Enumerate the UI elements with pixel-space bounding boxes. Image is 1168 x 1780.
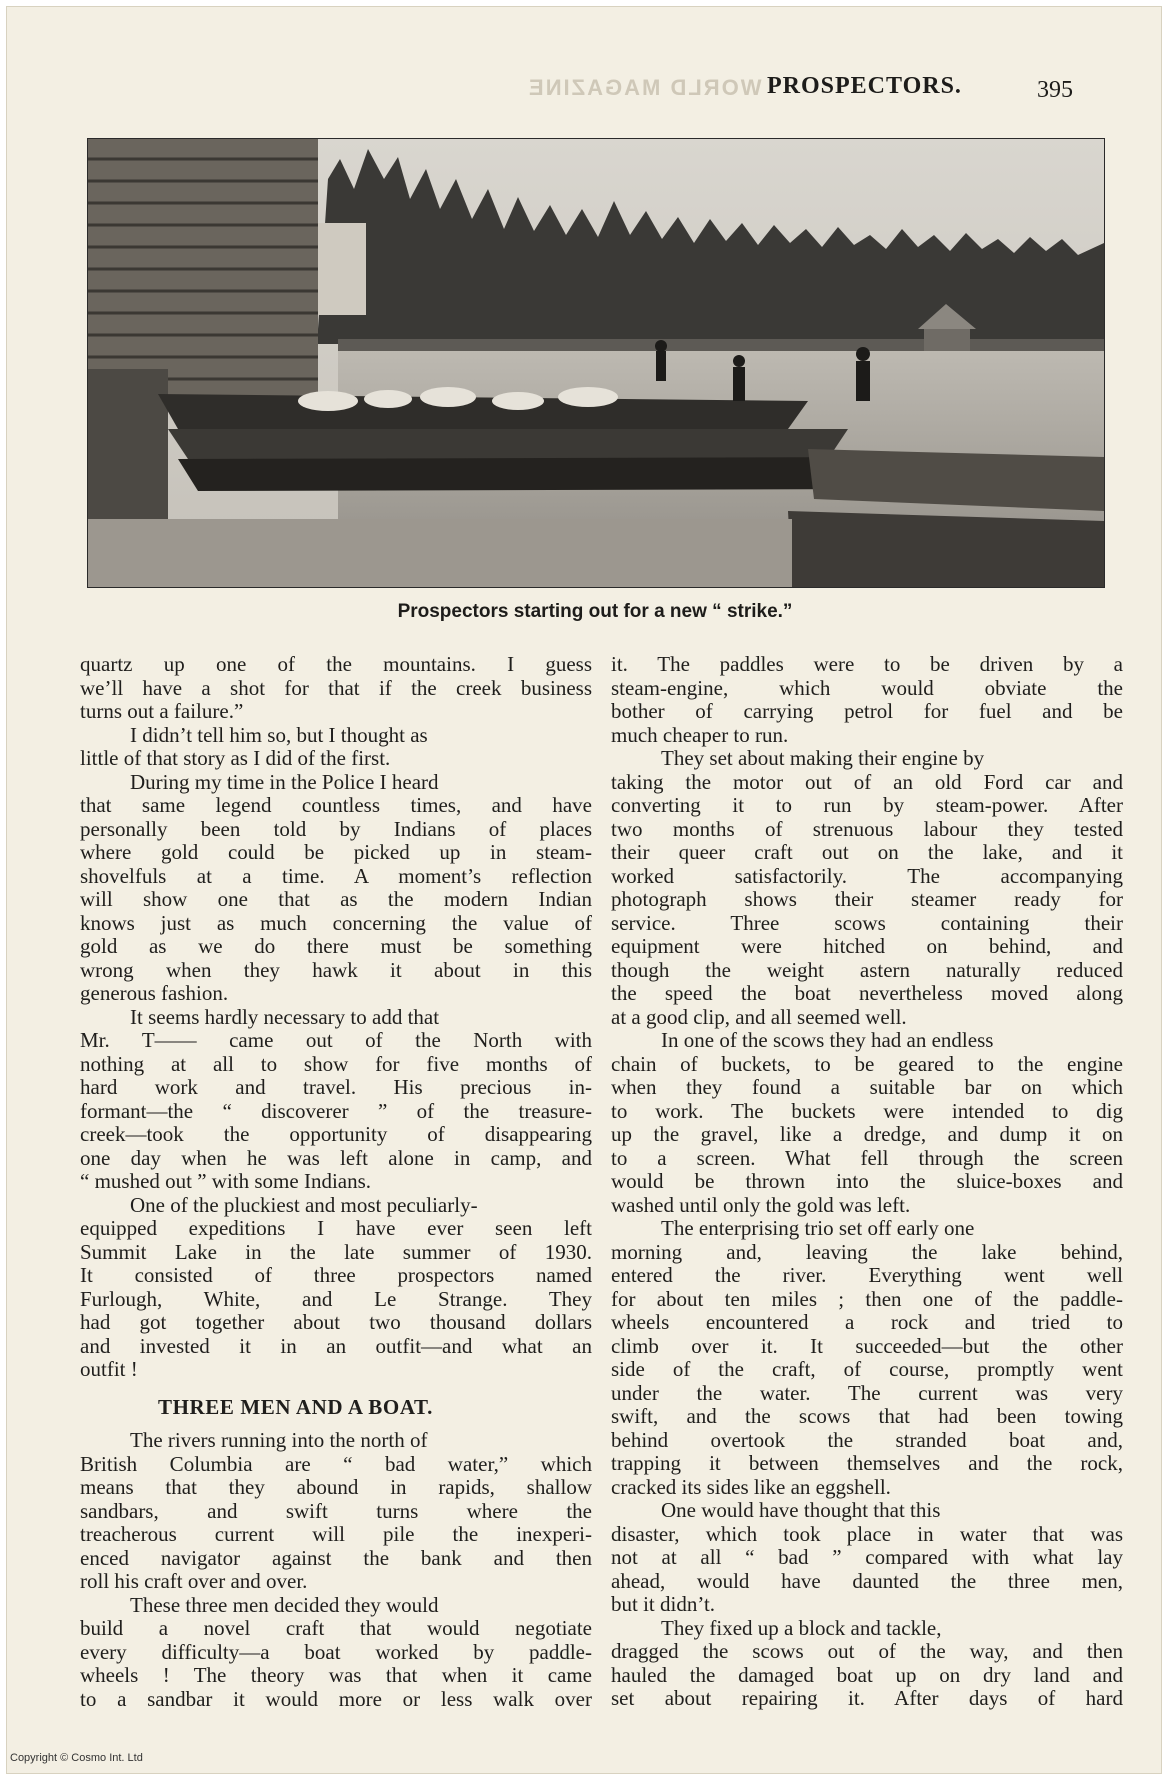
text-line: dragged the scows out of the way, and then [611, 1639, 1123, 1663]
text-line: The rivers running into the north of [130, 1428, 428, 1452]
text-line: The enterprising trio set off early one [661, 1216, 975, 1240]
text-line: personally been told by Indians of places [80, 816, 592, 841]
text-line: though the weight astern naturally reduced [611, 957, 1123, 982]
text-line: treacherous current will pile the inexperi- [80, 1522, 592, 1546]
text-line: not at all “ bad ” compared with what lay [611, 1545, 1123, 1569]
text-line: converting it to run by steam-power. After [611, 793, 1123, 817]
text-line: when they found a suitable bar on which [611, 1075, 1123, 1099]
text-line: build a novel craft that would negotiate [80, 1616, 592, 1640]
left-column-body-continued [80, 1429, 592, 1711]
text-line: will show one that as the modern Indian [80, 887, 592, 911]
text-line: ahead, would have daunted the three men, [611, 1568, 1123, 1593]
foreground-dock [88, 519, 792, 587]
text-line: wheels ! The theory was that when it came [80, 1663, 592, 1687]
text-line: shovelfuls at a time. A moment’s reflection [80, 863, 592, 888]
text-line: enced navigator against the bank and then [80, 1545, 592, 1570]
text-line: formant—the “ discoverer ” of the treasure- [80, 1098, 592, 1123]
text-line: photograph shows their steamer ready for [611, 887, 1123, 911]
text-line: One of the pluckiest and most peculiarly- [130, 1192, 478, 1217]
text-line: sandbars, and swift turns where the [80, 1498, 592, 1523]
text-line: Furlough, White, and Le Strange. They [80, 1286, 592, 1311]
text-line: much cheaper to run. [611, 722, 789, 747]
prospectors-photo [87, 138, 1105, 588]
text-line: During my time in the Police I heard [130, 769, 439, 794]
text-line: equipped expeditions I have ever seen left [80, 1216, 592, 1240]
left-column [80, 653, 592, 1711]
text-line: up the gravel, like a dredge, and dump it on [611, 1122, 1123, 1146]
text-line: the speed the boat nevertheless moved along [611, 981, 1123, 1005]
text-line: steam-engine, which would obviate the [611, 675, 1123, 700]
text-line: for about ten miles ; then one of the paddle- [611, 1286, 1123, 1311]
text-line: They set about making their engine by [661, 746, 985, 770]
text-line: wheels encountered a rock and tried to [611, 1310, 1123, 1334]
distant-cabin [924, 329, 970, 351]
text-line: creek—took the opportunity of disappearing [80, 1122, 592, 1146]
text-line: roll his craft over and over. [80, 1569, 308, 1593]
text-line: to work. The buckets were intended to dig [611, 1098, 1123, 1123]
text-line: worked satisfactorily. The accompanying [611, 863, 1123, 888]
text-line: little of that story as I did of the first. [80, 746, 391, 770]
text-line: hard work and travel. His precious in- [80, 1075, 592, 1099]
text-line: two months of strenuous labour they tested [611, 816, 1123, 841]
text-line: we’ll have a shot for that if the creek business [80, 675, 592, 700]
right-column-body [611, 653, 1123, 1711]
text-line: In one of the scows they had an endless [661, 1028, 994, 1052]
text-line: every difficulty—a boat worked by paddle- [80, 1639, 592, 1664]
text-line: behind overtook the stranded boat and, [611, 1427, 1123, 1452]
text-line: nothing at all to show for five months of [80, 1051, 592, 1076]
running-head: PROSPECTORS. [767, 73, 962, 99]
right-column [611, 653, 1123, 1711]
page-number: 395 [1037, 77, 1073, 103]
text-line: swift, and the scows that had been towing [611, 1404, 1123, 1428]
text-line: side of the craft, of course, promptly went [611, 1357, 1123, 1381]
text-line: washed until only the gold was left. [611, 1192, 911, 1217]
text-line: it. The paddles were to be driven by a [611, 652, 1123, 676]
text-line: their queer craft out on the lake, and it [611, 840, 1123, 864]
text-line: “ mushed out ” with some Indians. [80, 1169, 372, 1193]
copyright-notice: Copyright © Cosmo Int. Ltd [10, 1752, 143, 1764]
text-line: taking the motor out of an old Ford car and [611, 769, 1123, 794]
text-line: equipment were hitched on behind, and [611, 934, 1123, 958]
text-line: quartz up one of the mountains. I guess [80, 652, 592, 676]
text-line: It seems hardly necessary to add that [130, 1004, 440, 1029]
text-line: One would have thought that this [661, 1498, 941, 1522]
text-line: means that they abound in rapids, shallow [80, 1475, 592, 1499]
text-line: under the water. The current was very [611, 1380, 1123, 1405]
text-line: gold as we do there must be something [80, 934, 592, 958]
text-line: that same legend countless times, and have [80, 793, 592, 817]
photo-caption: Prospectors starting out for a new “ strike.” [397, 601, 793, 622]
show-through-text: WORLD MAGAZINE [527, 75, 762, 100]
text-line: and invested it in an outfit—and what an [80, 1333, 592, 1358]
text-line: climb over it. It succeeded—but the other [611, 1333, 1123, 1358]
photo-illustration [88, 139, 1104, 587]
text-line: hauled the damaged boat up on dry land and [611, 1662, 1123, 1687]
text-line: bother of carrying petrol for fuel and be [611, 699, 1123, 723]
text-line: to a sandbar it would more or less walk over [80, 1686, 592, 1711]
text-line: chain of buckets, to be geared to the engine [611, 1051, 1123, 1076]
text-line: outfit ! [80, 1357, 138, 1381]
text-line: but it didn’t. [611, 1592, 716, 1616]
text-line: disaster, which took place in water that was [611, 1521, 1123, 1546]
text-line: to a screen. What fell through the screen [611, 1145, 1123, 1170]
section-heading: THREE MEN AND A BOAT. [158, 1394, 433, 1419]
magazine-page [6, 6, 1162, 1774]
text-line: cracked its sides like an eggshell. [611, 1474, 891, 1499]
text-line: Summit Lake in the late summer of 1930. [80, 1239, 592, 1264]
text-line: I didn’t tell him so, but I thought as [130, 722, 428, 747]
text-line: had got together about two thousand dollars [80, 1310, 592, 1334]
text-line: entered the river. Everything went well [611, 1263, 1123, 1287]
text-line: Mr. T—— came out of the North with [80, 1028, 592, 1052]
text-line: where gold could be picked up in steam- [80, 840, 592, 864]
left-column-body [80, 653, 592, 1382]
text-line: at a good clip, and all seemed well. [611, 1004, 907, 1029]
text-line: morning and, leaving the lake behind, [611, 1239, 1123, 1264]
text-line: generous fashion. [80, 981, 229, 1005]
text-line: wrong when they hawk it about in this [80, 957, 592, 982]
text-line: service. Three scows containing their [611, 910, 1123, 935]
text-line: trapping it between themselves and the rock, [611, 1451, 1123, 1475]
text-line: These three men decided they would [130, 1592, 439, 1617]
text-line: one day when he was left alone in camp, and [80, 1145, 592, 1170]
text-line: knows just as much concerning the value of [80, 910, 592, 935]
text-line: British Columbia are “ bad water,” which [80, 1451, 592, 1476]
text-line: would be thrown into the sluice-boxes and [611, 1169, 1123, 1193]
text-line: set about repairing it. After days of hard [611, 1686, 1123, 1710]
text-line: They fixed up a block and tackle, [661, 1615, 942, 1640]
cabin-porch [318, 223, 366, 315]
text-line: It consisted of three prospectors named [80, 1263, 592, 1287]
text-line: turns out a failure.” [80, 699, 244, 723]
